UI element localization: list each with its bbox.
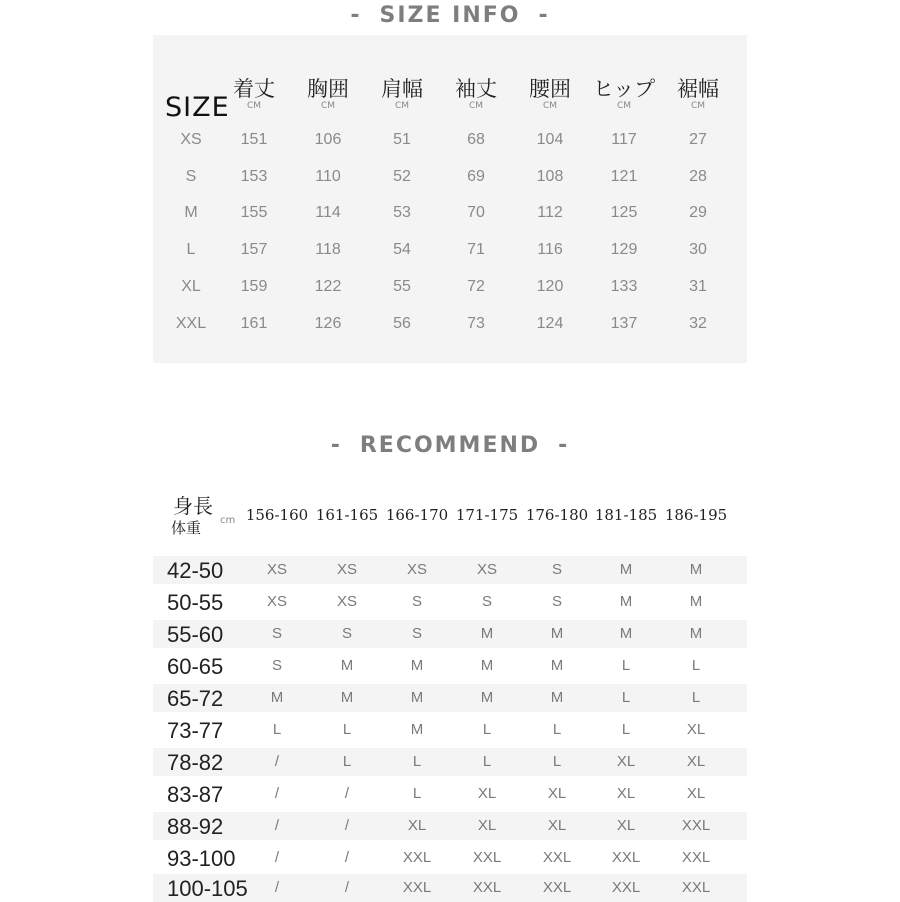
recommend-row [153, 780, 747, 808]
weight-range-label: 100-105 [167, 876, 248, 901]
recommend-size-cell: M [340, 657, 354, 674]
recommend-size-cell: XL [477, 817, 497, 834]
recommend-row [153, 620, 747, 648]
size-info-cell: 121 [610, 167, 638, 185]
recommend-size-cell: L [342, 721, 352, 738]
size-info-column-header: 着丈 [233, 77, 275, 101]
size-info-cell: 69 [467, 167, 485, 185]
recommend-size-cell: M [619, 593, 633, 610]
weight-range-label: 50-55 [167, 590, 224, 615]
recommend-size-cell: XXL [611, 879, 641, 896]
size-info-column-header: 肩幅 [381, 77, 423, 101]
recommend-size-cell: M [410, 689, 424, 706]
recommend-size-cell: L [412, 785, 422, 802]
size-info-cell: 161 [240, 314, 268, 332]
height-range-header: 161-165 [315, 506, 379, 524]
recommend-title-dash-left: - [330, 433, 342, 458]
recommend-row [153, 716, 747, 744]
size-info-cell: 110 [315, 167, 341, 185]
recommend-size-cell: L [552, 721, 562, 738]
size-info-cell: 155 [240, 204, 268, 222]
size-info-cell: 27 [689, 131, 707, 148]
size-info-column-header: 胸囲 [307, 77, 349, 101]
recommend-size-cell: S [341, 625, 353, 642]
recommend-size-cell: XL [686, 721, 706, 738]
recommend-size-cell: M [689, 561, 703, 578]
recommend-row [153, 588, 747, 616]
recommend-size-cell: / [344, 785, 350, 802]
recommend-size-cell: XL [616, 817, 636, 834]
recommend-size-cell: XXL [681, 817, 711, 834]
size-info-cell: 126 [314, 314, 342, 332]
recommend-size-cell: L [691, 689, 701, 706]
size-info-cell: 133 [610, 277, 638, 295]
recommend-size-cell: L [552, 753, 562, 770]
recommend-size-cell: S [271, 625, 283, 642]
size-info-cell: 70 [467, 204, 485, 222]
size-info-column-unit: CM [616, 101, 632, 111]
size-info-cell: 116 [537, 241, 563, 259]
height-range-header: 166-170 [385, 506, 449, 524]
size-info-column-unit: CM [320, 101, 336, 111]
recommend-size-cell: XXL [402, 849, 432, 866]
size-info-column-unit: CM [468, 101, 484, 111]
recommend-size-cell: L [342, 753, 352, 770]
recommend-size-cell: XS [336, 593, 358, 610]
recommend-size-cell: XS [336, 561, 358, 578]
recommend-size-cell: S [551, 593, 563, 610]
size-info-cell: 68 [467, 131, 485, 148]
height-range-header: 186-195 [664, 506, 728, 524]
size-info-cell: 56 [393, 314, 411, 332]
recommend-title [0, 433, 900, 458]
size-info-cell: 122 [314, 277, 342, 295]
height-range-header: 156-160 [245, 506, 309, 524]
size-info-row-size: M [184, 204, 198, 222]
recommend-size-cell: XS [266, 561, 288, 578]
recommend-size-cell: XS [406, 561, 428, 578]
recommend-size-cell: XXL [402, 879, 432, 896]
recommend-size-cell: M [480, 625, 494, 642]
recommend-size-cell: M [480, 689, 494, 706]
size-info-column-header: ヒップ [592, 77, 656, 101]
size-info-title [0, 3, 900, 28]
recommend-size-cell: L [482, 753, 492, 770]
recommend-size-cell: XXL [681, 849, 711, 866]
recommend-title-text: RECOMMEND [359, 433, 541, 458]
weight-range-label: 55-60 [167, 622, 224, 647]
recommend-size-cell: S [551, 561, 563, 578]
size-info-cell: 137 [610, 314, 638, 332]
size-info-title-text: SIZE INFO [379, 3, 521, 28]
recommend-size-cell: M [410, 721, 424, 738]
size-info-title-dash-right: - [538, 3, 550, 28]
size-info-table [153, 35, 747, 363]
recommend-size-cell: XXL [681, 879, 711, 896]
size-info-cell: 151 [240, 131, 268, 148]
size-info-cell: 159 [240, 277, 268, 295]
size-info-cell: 52 [393, 167, 411, 185]
size-info-row-size: L [186, 241, 196, 259]
weight-range-label: 73-77 [167, 718, 224, 743]
size-column-label: SIZE [165, 92, 230, 123]
weight-header-label: 体重 [171, 519, 202, 537]
recommend-size-cell: / [344, 817, 350, 834]
weight-range-label: 83-87 [167, 782, 224, 807]
recommend-size-cell: S [271, 657, 283, 674]
size-info-cell: 157 [240, 241, 268, 259]
recommend-row [153, 748, 747, 776]
height-header-label: 身長 [173, 494, 213, 518]
size-info-column-unit: CM [542, 101, 558, 111]
recommend-size-cell: XS [476, 561, 498, 578]
weight-range-label: 78-82 [167, 750, 224, 775]
size-info-column-unit: CM [246, 101, 262, 111]
weight-range-label: 65-72 [167, 686, 224, 711]
size-info-cell: 30 [689, 241, 707, 259]
recommend-size-cell: M [550, 625, 564, 642]
recommend-size-cell: M [689, 625, 703, 642]
size-info-row-size: XL [181, 277, 201, 295]
size-info-cell: 125 [610, 204, 638, 222]
weight-range-label: 93-100 [167, 846, 236, 871]
height-unit-label: cm [220, 515, 236, 526]
size-info-cell: 118 [315, 241, 341, 259]
recommend-row [153, 844, 747, 872]
recommend-size-cell: S [411, 593, 423, 610]
recommend-row [153, 652, 747, 680]
size-info-cell: 153 [240, 167, 268, 185]
size-info-cell: 71 [467, 241, 485, 259]
recommend-size-cell: / [274, 817, 280, 834]
recommend-size-cell: XXL [611, 849, 641, 866]
recommend-size-cell: / [274, 753, 280, 770]
recommend-size-cell: XXL [472, 849, 502, 866]
recommend-size-cell: M [480, 657, 494, 674]
recommend-size-cell: / [344, 879, 350, 896]
recommend-size-cell: XL [407, 817, 427, 834]
recommend-row [153, 874, 747, 902]
size-info-cell: 106 [314, 131, 342, 148]
size-info-cell: 114 [315, 204, 341, 222]
size-info-cell: 104 [536, 131, 564, 148]
size-info-title-dash-left: - [350, 3, 362, 28]
recommend-size-cell: L [482, 721, 492, 738]
size-info-cell: 31 [689, 277, 707, 295]
size-info-column-header: 袖丈 [455, 77, 497, 101]
recommend-row [153, 812, 747, 840]
height-range-header: 171-175 [455, 506, 519, 524]
recommend-size-cell: XL [686, 785, 706, 802]
recommend-size-cell: M [619, 625, 633, 642]
recommend-size-cell: / [274, 879, 280, 896]
size-info-column-header: 裾幅 [677, 77, 719, 101]
size-info-cell: 120 [536, 277, 564, 295]
recommend-size-cell: S [481, 593, 493, 610]
weight-range-label: 42-50 [167, 558, 224, 583]
recommend-size-cell: / [274, 785, 280, 802]
recommend-size-cell: XL [686, 753, 706, 770]
size-info-cell: 112 [537, 204, 563, 222]
size-info-cell: 73 [467, 314, 485, 332]
recommend-size-cell: / [344, 849, 350, 866]
size-info-row-size: S [185, 167, 197, 185]
recommend-size-cell: XXL [542, 849, 572, 866]
recommend-size-cell: M [410, 657, 424, 674]
height-range-header: 181-185 [594, 506, 658, 524]
recommend-size-cell: L [621, 721, 631, 738]
recommend-size-cell: M [619, 561, 633, 578]
recommend-size-cell: M [550, 657, 564, 674]
size-info-column-unit: CM [394, 101, 410, 111]
size-info-cell: 117 [611, 131, 637, 148]
size-info-cell: 72 [467, 277, 485, 295]
size-info-cell: 28 [689, 167, 707, 185]
size-info-cell: 108 [536, 167, 564, 185]
recommend-size-cell: XS [266, 593, 288, 610]
recommend-title-dash-right: - [558, 433, 570, 458]
size-info-cell: 55 [393, 277, 411, 295]
size-info-cell: 29 [689, 204, 707, 222]
recommend-size-cell: XXL [542, 879, 572, 896]
recommend-size-cell: L [272, 721, 282, 738]
size-info-cell: 51 [393, 131, 411, 148]
recommend-size-cell: L [691, 657, 701, 674]
recommend-size-cell: L [621, 689, 631, 706]
recommend-row [153, 684, 747, 712]
recommend-row [153, 556, 747, 584]
recommend-size-cell: XL [616, 785, 636, 802]
size-info-cell: 129 [610, 241, 638, 259]
size-info-cell: 54 [393, 241, 411, 259]
recommend-size-cell: XL [616, 753, 636, 770]
recommend-size-cell: M [270, 689, 284, 706]
recommend-size-cell: XL [547, 785, 567, 802]
weight-range-label: 88-92 [167, 814, 224, 839]
size-info-cell: 32 [689, 314, 707, 332]
recommend-size-cell: XXL [472, 879, 502, 896]
size-info-row-size: XS [180, 131, 202, 148]
size-info-column-header: 腰囲 [529, 77, 571, 101]
size-info-cell: 53 [393, 204, 411, 222]
recommend-size-cell: M [550, 689, 564, 706]
recommend-size-cell: XL [477, 785, 497, 802]
weight-range-label: 60-65 [167, 654, 224, 679]
recommend-size-cell: / [274, 849, 280, 866]
height-range-header: 176-180 [525, 506, 589, 524]
recommend-size-cell: M [689, 593, 703, 610]
recommend-size-cell: L [412, 753, 422, 770]
size-info-column-unit: CM [690, 101, 706, 111]
size-info-row-size: XXL [175, 314, 207, 332]
recommend-size-cell: S [411, 625, 423, 642]
recommend-size-cell: XL [547, 817, 567, 834]
recommend-size-cell: L [621, 657, 631, 674]
recommend-size-cell: M [340, 689, 354, 706]
size-info-cell: 124 [536, 314, 564, 332]
